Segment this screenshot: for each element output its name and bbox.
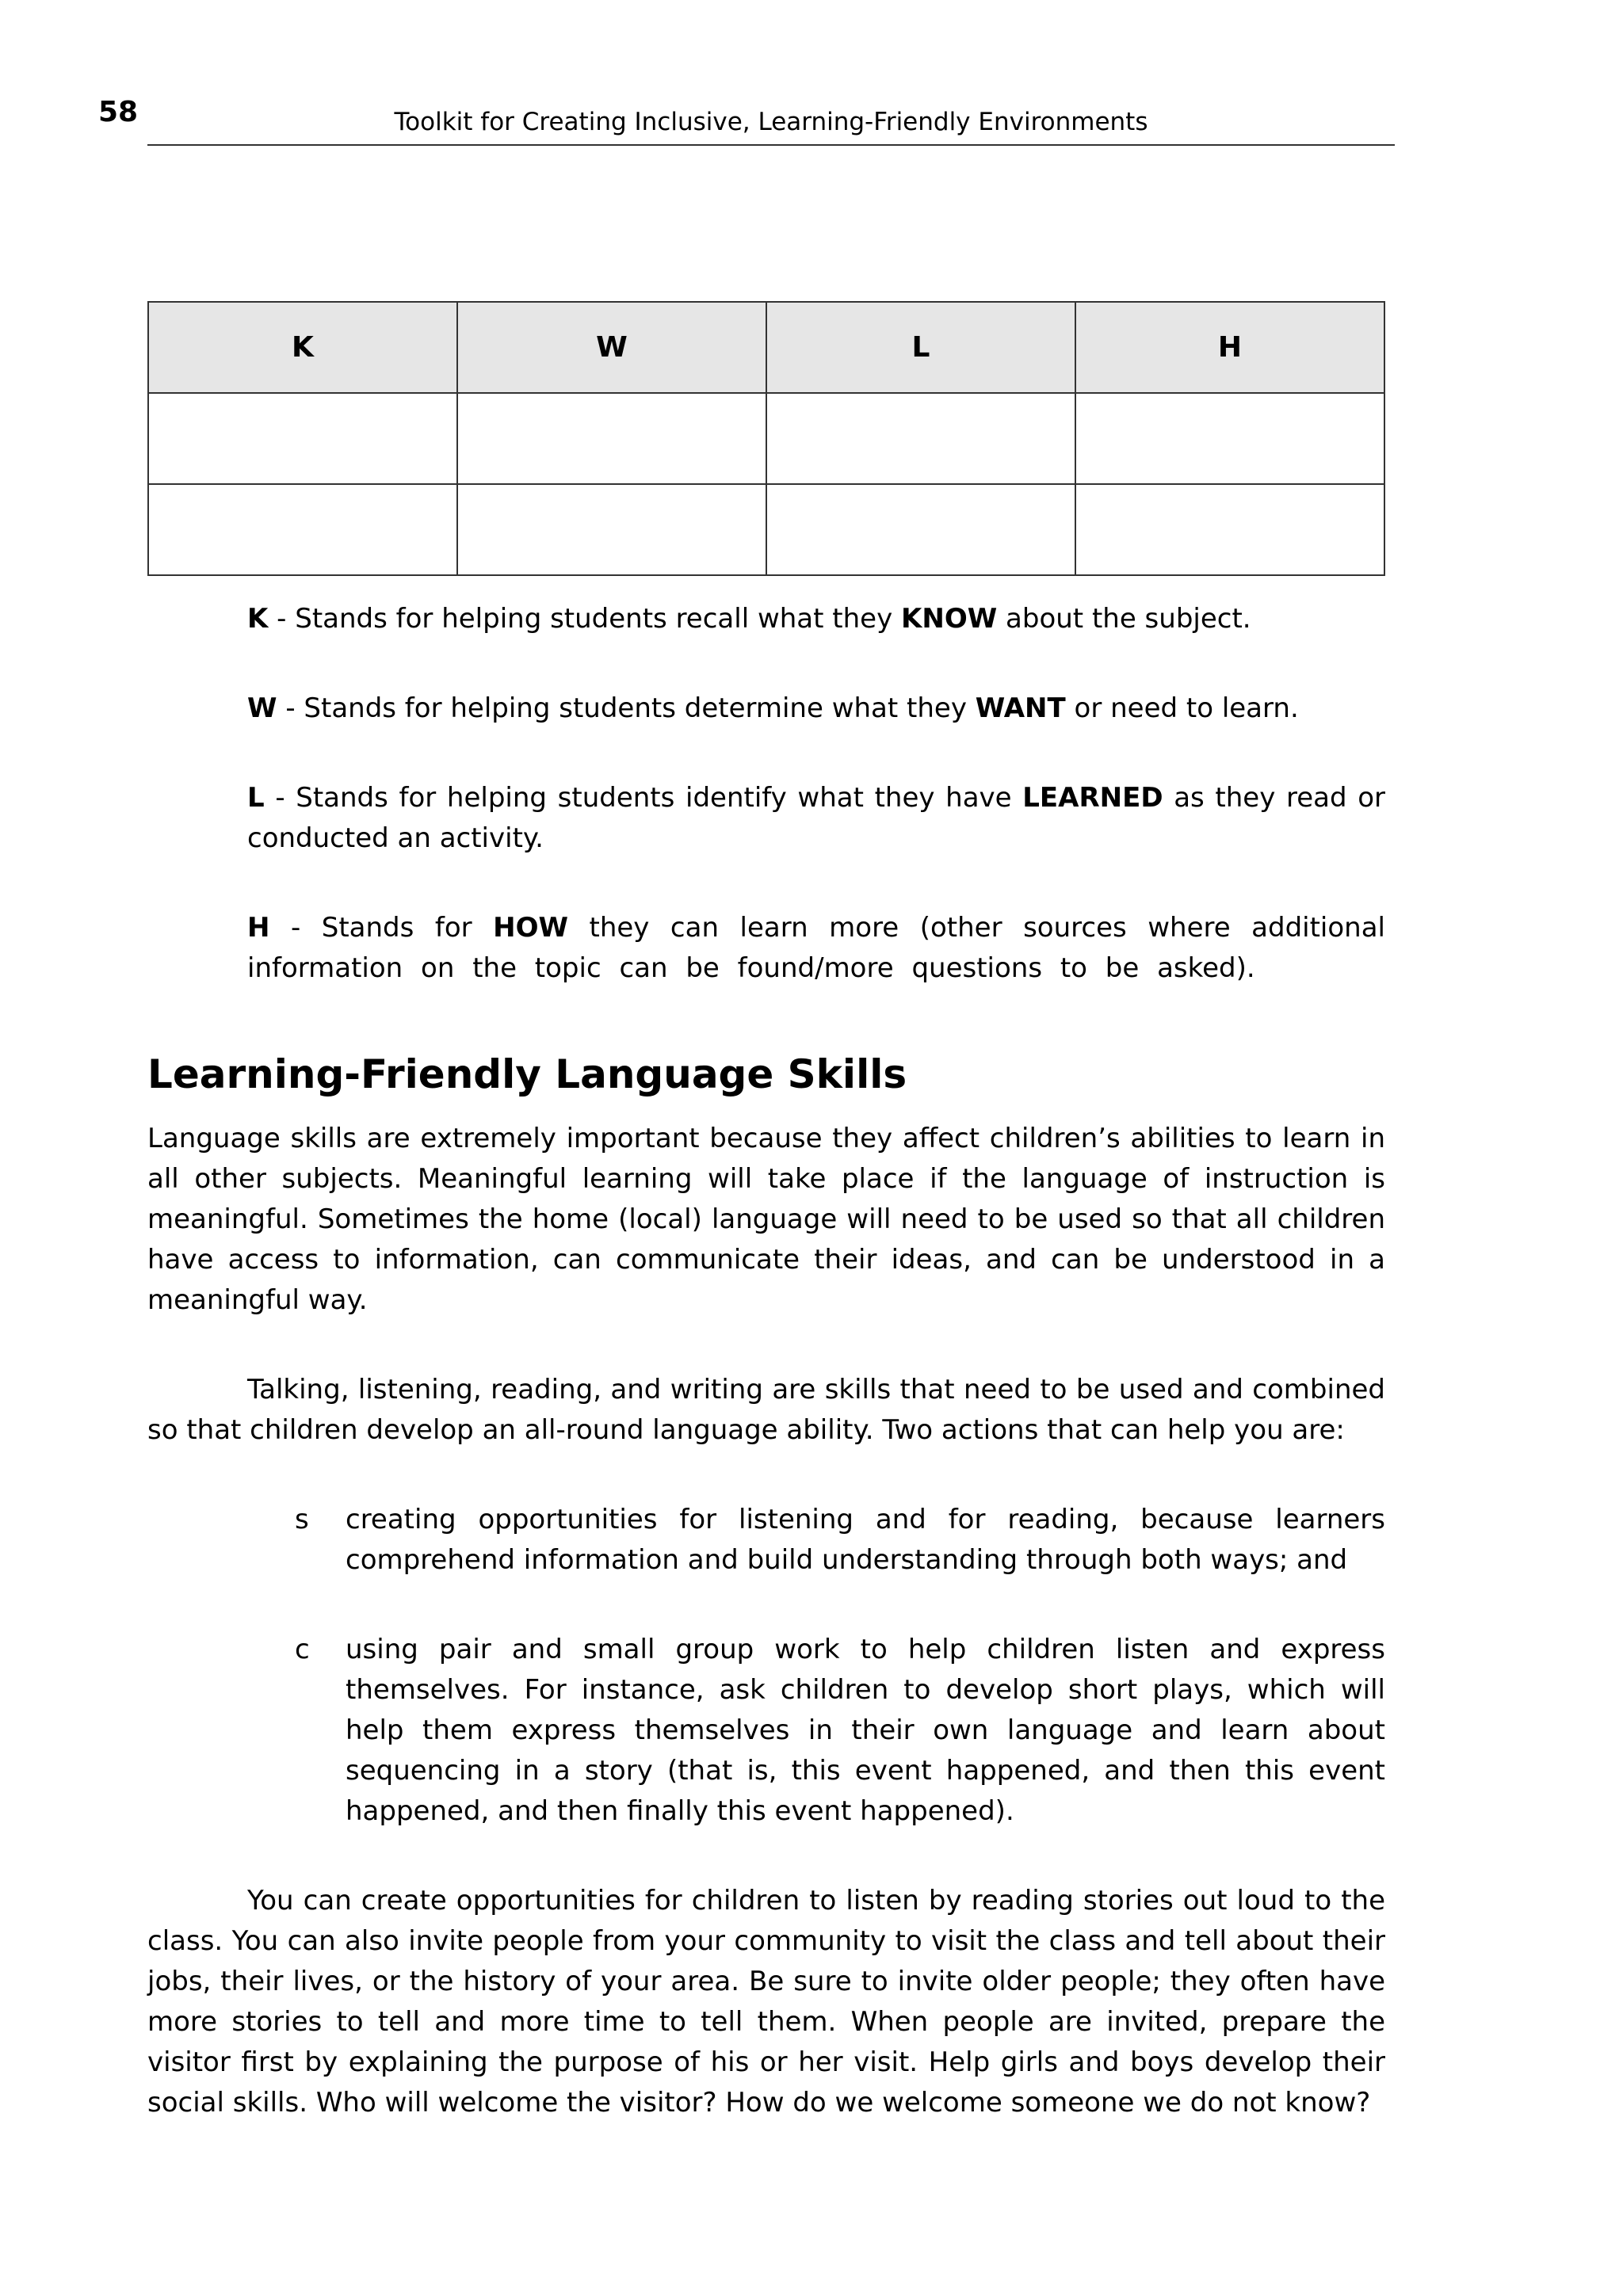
list-item <box>147 1630 1385 1832</box>
definition-letter: W <box>247 692 277 724</box>
list-item-text: creating opportunities for listening and for reading, because learners comprehend information and build understanding through both ways; and <box>346 1504 1385 1576</box>
definition-keyword: KNOW <box>901 603 998 635</box>
body-paragraph-1: Language skills are extremely important because they affect children’s abilities to learn in all other subjects. Meaningful learning will take place if the language of instruction is meaningful. Sometimes the home (local) language will need to be used so that all children have access to information, can communicate their ideas, and can be understood in a meaningful way. <box>147 1123 1385 1316</box>
header-rule <box>147 144 1395 146</box>
list-item-text: using pair and small group work to help children listen and express themselves. For instance, ask children to develop short plays, which will help them express themselves in their own language and learn about sequencing in a story (that is, this event happened, and then this event happened, and then finally this event happened). <box>346 1634 1385 1827</box>
definition-k <box>247 599 1385 639</box>
definition-h <box>247 908 1385 989</box>
language-skills-section <box>147 1051 1385 2172</box>
column-header-w: W <box>457 302 766 393</box>
definition-text: - Stands for helping students recall what they <box>268 603 902 635</box>
definition-text: or need to learn. <box>1065 692 1299 724</box>
section-heading: Learning-Friendly Language Skills <box>147 1051 907 1097</box>
definition-keyword: LEARNED <box>1022 782 1163 814</box>
definition-w <box>247 688 1385 729</box>
table-cell <box>148 393 457 484</box>
definition-text: - Stands for <box>269 912 494 944</box>
list-marker: c <box>295 1634 310 1665</box>
definition-text: they can learn more (other sources where additional information on the topic can be found/more questions to be asked). <box>247 912 1386 984</box>
list-item <box>147 1500 1385 1581</box>
definition-keyword: WANT <box>975 692 1066 724</box>
definition-text: - Stands for helping students identify what they have <box>264 782 1023 814</box>
table-row <box>148 484 1384 575</box>
table-cell <box>457 393 766 484</box>
definition-keyword: HOW <box>493 912 568 944</box>
table-cell <box>766 484 1075 575</box>
table-cell <box>1075 393 1384 484</box>
column-header-l: L <box>766 302 1075 393</box>
table-cell <box>148 484 457 575</box>
table-cell <box>1075 484 1384 575</box>
body-paragraph-3: You can create opportunities for children to listen by reading stories out loud to the class. You can also invite people from your community to visit the class and tell about their jobs, their lives, or the history of your area. Be sure to invite older people; they often have more stories to tell and more time to tell them. When people are invited, prepare the visitor first by explaining the purpose of his or her visit. Help girls and boys develop their social skills. Who will welcome the visitor? How do we welcome someone we do not know? <box>147 1885 1385 2119</box>
action-list <box>147 1500 1385 1832</box>
definition-text: about the subject. <box>997 603 1251 635</box>
definition-letter: L <box>247 782 265 814</box>
kwlh-definitions <box>247 599 1385 1038</box>
definition-l <box>247 778 1385 859</box>
table-cell <box>766 393 1075 484</box>
definition-text: as they read or conducted an activity. <box>247 782 1386 854</box>
table-cell <box>457 484 766 575</box>
definition-letter: K <box>247 603 269 635</box>
list-marker: s <box>295 1504 309 1535</box>
table-row <box>148 393 1384 484</box>
column-header-h: H <box>1075 302 1384 393</box>
kwlh-table <box>147 301 1385 576</box>
body-paragraph-2: Talking, listening, reading, and writing are skills that need to be used and combined so that children develop an all-round language ability. Two actions that can help you are: <box>147 1374 1385 1446</box>
page-number: 58 <box>98 96 139 128</box>
definition-letter: H <box>247 912 270 944</box>
table-header-row <box>148 302 1384 393</box>
running-header-title: Toolkit for Creating Inclusive, Learning-Friendly Environments <box>394 108 1148 136</box>
definition-text: - Stands for helping students determine what they <box>277 692 976 724</box>
column-header-k: K <box>148 302 457 393</box>
